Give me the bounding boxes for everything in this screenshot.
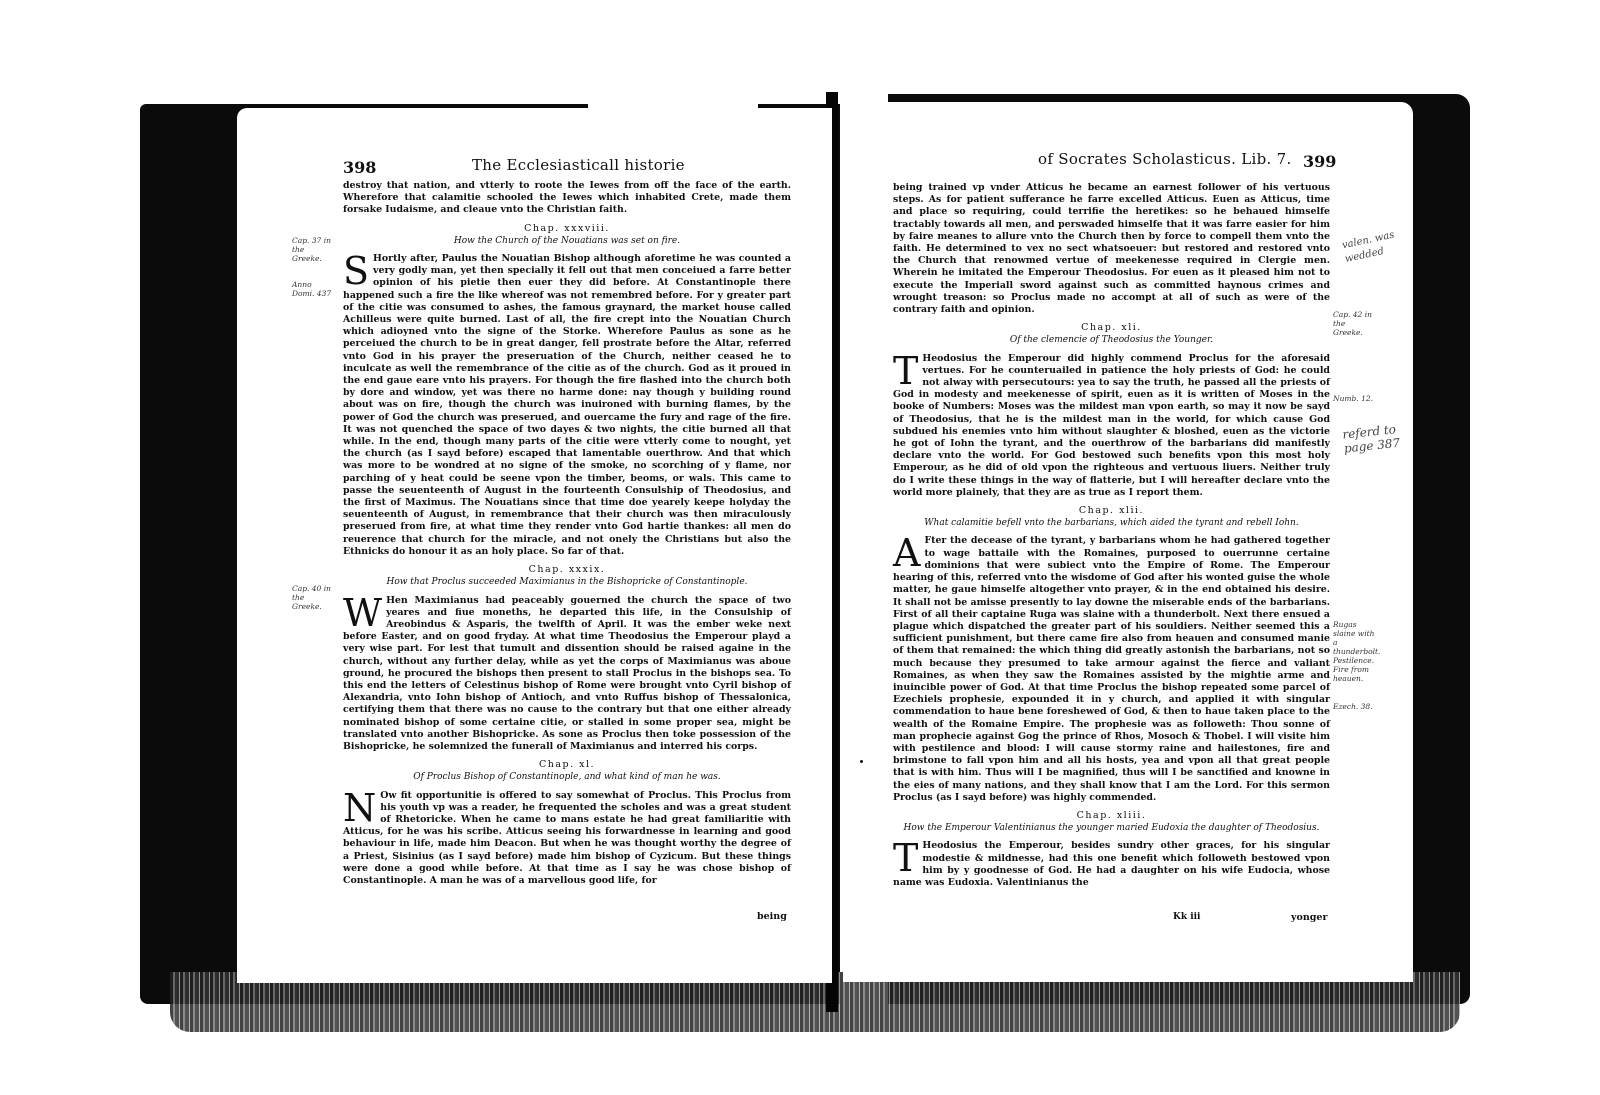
- chapter-heading: Chap. xli.: [1081, 322, 1142, 334]
- paragraph: S Hortly after, Paulus the Nouatian Bishop although aforetime he was counted a very godly man, yet then specially it fell out that men conceiued a farre better opinion of his pietie then euer they did before. At Constantinople there happened such a fire the like whereof was not remembred before. For y greater part of the citie was consumed to ashes, the famous graynard, the market house called Achilleus were quite burned. Last of all, the fire crept into the Nouatian Church which adioyned vnto the signe of the Storke. Wherefore Paulus as sone as he perceiued the church to be in great danger, fell prostrate before the Altar, referred vnto God in his prayer the preseruation of the Church, neither ceased he to inculcate as well the remembrance of the citie as of the church. God as it proued in the end gaue eare vnto his prayers. For though the fire flashed into the church both by dore and window, yet was there no harme done: nay though y building round about was on fire, though the church was inuironed with burning flames, by the power of God the church was preserued, and ouercame the fury and rage of the fire. It was not quenched the space of two dayes & two nights, the citie burned all that while. In the end, though many parts of the citie were vtterly come to nought, yet the church (as I sayd before) escaped that lamentable ouerthrow. And that which was more to be wondred at no signe of the smoke, no scorching of y flame, nor parching of y heat could be seene vpon the timber, beoms, or wals. This came to passe the seuenteenth of August in the fourteenth Consulship of Theodosius, and the first of Maximus. The Nouatians since that time doe yearely keepe holyday the seuenteenth of August, in remembrance that their church was then miraculously preserued from fire, at what time they render vnto God hartie thankes: all men do reuerence that church for the miracle, and not onely the Christians but also the Ethnicks do honour it as an holy place. So far of that.: [343, 249, 791, 557]
- paragraph: A Fter the decease of the tyrant, y barbarians whom he had gathered together to wage battaile with the Romaines, purposed to ouerrunne certaine dominions that were subiect vnto the Empire of Rome. The Emperour hearing of this, referred vnto the wisdome of God after his wonted guise the whole matter, he gaue himselfe altogether vnto prayer, & in the end obtained his desire. It shall not be amisse presently to lay downe the miserable ends of the barbarians. First of all their captaine Ruga was slaine with a thunderbolt. Next there ensued a plague which dispatched the greater part of his souldiers. Neither seemed this a sufficient punishment, but there came fire also from heauen and consumed manie of them that remained: the which thing did greatly astonish the barbarians, not so much because they presumed to take armour against the fierce and valiant Romaines, as when they saw the Romaines assisted by the mightie arme and inuincible power of God. At that time Proclus the bishop repeated some parcel of Ezechiels prophesie, expounded it in y church, and applied it with singular commendation to haue bene foreshewed of God, & then to haue taken place to the wealth of the Romaine Empire. The prophesie was as followeth: Thou sonne of man prophecie against Gog the prince of Rhos, Mosoch & Thobel. I will visite him with pestilence and blood: I will cause stormy raine and hailestones, fire and brimstone to fall vpon him and all his hosts, yea and vpon all that great people that is with him. Thus will I be magnified, thus will I be sanctified and knowne in the eies of many nations, and they shall know that I am the Lord. For this sermon Proclus (as I sayd before) was highly commended.: [893, 531, 1330, 803]
- margin-note: Cap. 37 in the Greeke.: [292, 236, 331, 263]
- signature-mark: Kk iii: [1173, 912, 1201, 922]
- drop-cap: W: [343, 590, 383, 635]
- handwritten-annotation: valen. was wedded: [1341, 229, 1396, 266]
- margin-note: Ezech. 38.: [1333, 702, 1373, 711]
- right-page: [843, 102, 1413, 982]
- paragraph: being trained vp vnder Atticus he became an earnest follower of his vertuous steps. As for patient sufferance he farre excelled Atticus. Euen as Atticus, time and place so requiring, could terrifie the heretikes: so he behaued himselfe tractably towards all men, and perswaded himselfe that it was farre easier for him by faire meanes to allure vnto the Church then by force to compell them vnto the faith. He determined to vex no sect whatsoeuer: but restored and restored vnto the Church that renowmed vertue of meekenesse required in Clergie men. Wherein he imitated the Emperour Theodosius. For euen as it pleased him not to execute the Imperiall sword against such as committed haynous crimes and wrought treason: so Proclus made no accompt at all of such as were of the contrary faith and opinion.: [893, 182, 1330, 316]
- chapter-summary: Of the clemencie of Theodosius the Younger.: [1009, 335, 1214, 346]
- chapter-summary: What calamitie befell vnto the barbarians, which aided the tyrant and rebell Iohn.: [924, 518, 1299, 529]
- drop-cap: T: [893, 836, 919, 881]
- page-number: 398: [343, 158, 377, 177]
- chapter-heading: Chap. xliii.: [1076, 809, 1147, 821]
- running-head: The Ecclesiasticall historie: [472, 156, 685, 174]
- chapter-summary: How that Proclus succeeded Maximianus in the Bishopricke of Constantinople.: [386, 577, 748, 588]
- margin-note: Rugas slaine with a thunderbolt. Pestilence. Fire from heauen.: [1333, 620, 1381, 683]
- chapter-summary: How the Emperour Valentinianus the younger maried Eudoxia the daughter of Theodosius.: [903, 823, 1320, 834]
- margin-note: Anno Domi. 437: [292, 280, 332, 298]
- chapter-heading: Chap. xxxix.: [528, 564, 606, 576]
- chapter-heading: Chap. xlii.: [1078, 505, 1145, 517]
- paragraph: W Hen Maximianus had peaceably gouerned the church the space of two yeares and fiue moneths, he departed this life, in the Consulship of Areobindus & Asparis, the twelfth of April. It was the ember weke next before Easter, and on good fryday. At what time Theodosius the Emperour playd a very wise part. For lest that tumult and dissention should be raised againe in the church, without any further delay, while as yet the corps of Maximianus was aboue ground, he procured the bishops then present to stall Proclus in the bishops sea. To this end the letters of Celestinus bishop of Rome were brought vnto Cyril bishop of Alexandria, vnto Iohn bishop of Antioch, and vnto Ruffus bishop of Thessalonica, certifying them that there was no cause to the contrary but that one either already nominated bishop of some certaine citie, or stalled in some proper sea, might be translated vnto another Bishopricke. As sone as Proclus then toke possession of the Bishopricke, he solemnized the funerall of Maximianus and interred his corps.: [343, 590, 791, 752]
- chapter-heading: Chap. xxxviii.: [524, 222, 610, 234]
- left-page: [237, 108, 832, 983]
- handwritten-annotation: referd to page 387: [1341, 422, 1401, 456]
- margin-note: Cap. 40 in the Greeke.: [292, 584, 331, 611]
- paragraph: T Heodosius the Emperour, besides sundry other graces, for his singular modestie & mildnesse, had this one benefit which followeth bestowed vpon him by y goodnesse of God. He had a daughter on his wife Eudocia, whose name was Eudoxia. Valentinianus the: [893, 836, 1330, 888]
- drop-cap: N: [343, 785, 377, 830]
- text-column: [893, 182, 1330, 889]
- drop-cap: T: [893, 348, 919, 393]
- margin-note: Numb. 12.: [1333, 394, 1374, 403]
- paragraph: T Heodosius the Emperour did highly commend Proclus for the aforesaid vertues. For he counteruailed in patience the holy priests of God: he could not alway with persecutours: yea to say the truth, he passed all the priests of God in modesty and meekenesse of spirit, euen as it is written of Moses in the booke of Numbers: Moses was the mildest man vpon earth, so may it now be sayd of Theodosius, that he is the mildest man in the world, for which cause God subdued his enemies vnto him without slaughter & bloshed, euen as the victorie he got of Iohn the tyrant, and the ouerthrow of the barbarians did manifestly declare vnto the world. For God bestowed such benefits vpon this most holy Emperour, as he did of old vpon the righteous and vertuous liuers. Neither truly do I write these things in the way of flatterie, but I will hereafter declare vnto the world more plainely, that they are as true as I report them.: [893, 348, 1330, 498]
- chapter-heading: Chap. xl.: [538, 759, 596, 771]
- catchword: being: [757, 911, 787, 922]
- margin-note: Cap. 42 in the Greeke.: [1333, 310, 1372, 337]
- drop-cap: S: [343, 249, 370, 294]
- page-number: 399: [1303, 152, 1337, 171]
- chapter-summary: How the Church of the Nouatians was set on fire.: [453, 235, 681, 246]
- paragraph: destroy that nation, and vtterly to roote the Iewes from off the face of the earth. Wherefore that calamitie schooled the Iewes which inhabited Crete, made them forsake Iudaisme, and cleaue vnto the Christian faith.: [343, 180, 791, 216]
- running-head: of Socrates Scholasticus. Lib. 7.: [1038, 150, 1292, 168]
- ink-speck: [860, 760, 863, 763]
- chapter-summary: Of Proclus Bishop of Constantinople, and what kind of man he was.: [413, 772, 721, 783]
- drop-cap: A: [893, 531, 921, 576]
- paragraph: N Ow fit opportunitie is offered to say somewhat of Proclus. This Proclus from his youth vp was a reader, he frequented the scholes and was a great student of Rhetoricke. When he came to mans estate he had great familiaritie with Atticus, for he was his scribe. Atticus seeing his forwardnesse in learning and good behaviour in life, made him Deacon. But when he was thought worthy the degree of a Priest, Sisinius (as I sayd before) made him bishop of Cyzicum. But these things were done a good while before. At that time as I say he was chose bishop of Constantinople. A man he was of a marvellous good life, for: [343, 785, 791, 886]
- text-column: [343, 180, 791, 887]
- catchword: yonger: [1291, 912, 1328, 923]
